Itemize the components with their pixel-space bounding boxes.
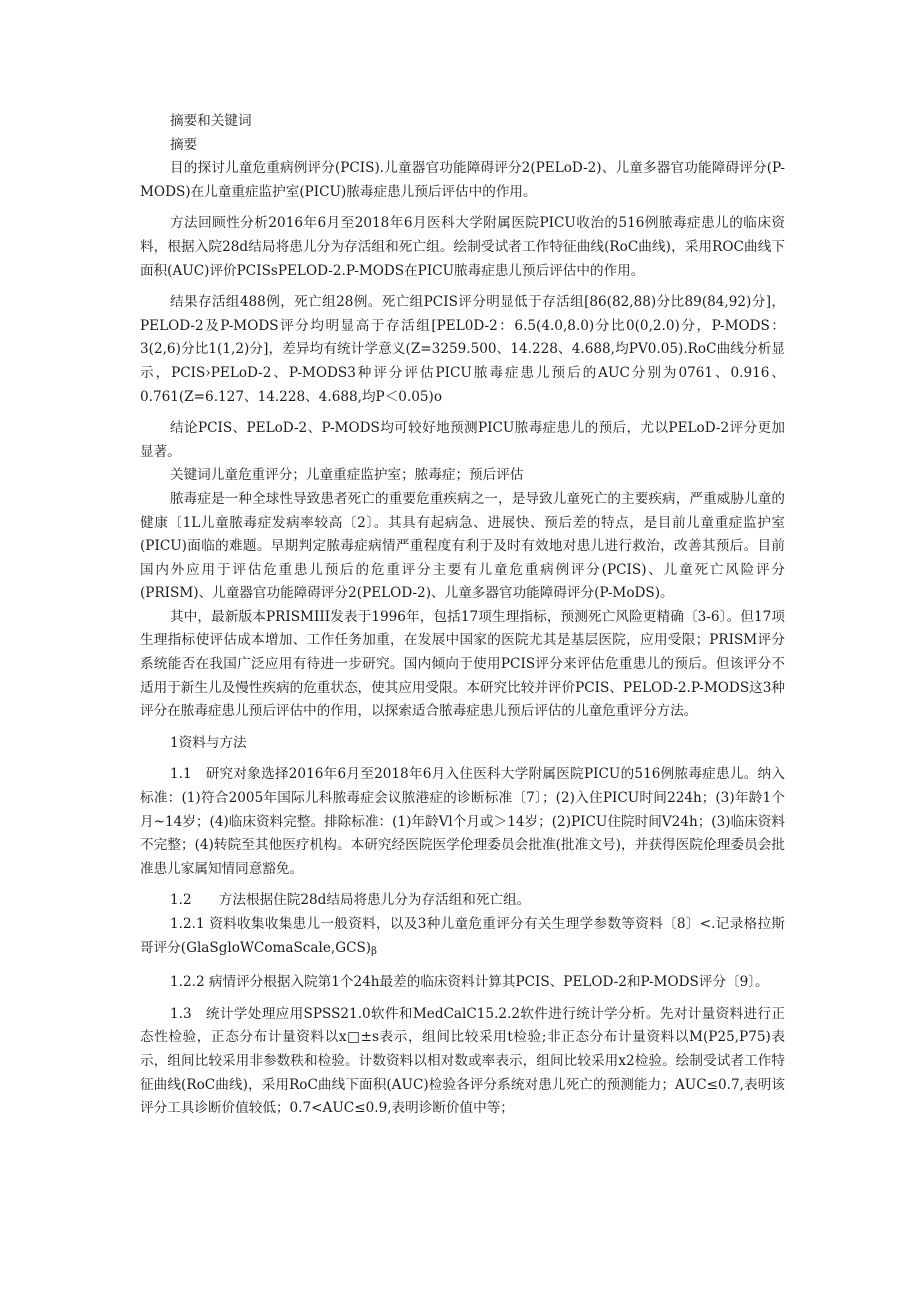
- paragraph-results: 结果存活组488例，死亡组28例。死亡组PCIS评分明显低于存活组[86(82,88)分比89(84,92)分]，PELOD-2及P-MODS评分均明显高于存活组[PEL0D-2：6.5(4.0,8.0)分比0(0,2.0)分，P-MODS：3(2,6)分比1(1,2)分]，差异均有统计学意义(Z=3259.500、14.228、4.688,均PV0.05).RoC曲线分析显示，PCIS›PELoD-2、P-MODS3种评分评估PICU脓毒症患儿预后的AUC分别为0761、0.916、0.761(Z=6.127、14.228、4.688,均P＜0.05)o: [140, 294, 785, 405]
- section-heading-1: 1资料与方法: [170, 734, 247, 751]
- paragraph-intro-2: 其中，最新版本PRISMIII发表于1996年，包括17项生理指标，预测死亡风险更精确〔3-6〕。但17项生理指标使评估成本增加、工作任务加重，在发展中国家的医院尤其是基层医院，应用受限；PRISM评分系统能否在我国广泛应用有待进一步研究。国内倾向于使用PCIS评分来评估危重患儿的预后。但该评分不适用于新生儿及慢性疾病的危重状态，使其应用受限。本研究比较并评价PCIS、PELOD-2.P-MODS这3种评分在脓毒症患儿预后评估中的作用，以探索适合脓毒症患儿预后评估的儿童危重评分方法。: [140, 608, 785, 720]
- paragraph-1-2-1-text: 1.2.1 资料收集收集患儿一般资料，以及3种儿童危重评分有关生理学参数等资料〔8〕<.记录格拉斯哥评分(GlaSgloWComaScale,GCS): [140, 916, 785, 956]
- paragraph-keywords: 关键词儿童危重评分；儿童重症监护室；脓毒症；预后评估: [170, 467, 524, 484]
- paragraph-1-2-1-subscript: β: [371, 945, 377, 957]
- paragraph-1-3: 1.3 统计学处理应用SPSS21.0软件和MedCalC15.2.2软件进行统计学分析。先对计量资料进行正态性检验，正态分布计量资料以x□±s表示，组间比较采用t检验;非正态分布计量资料以M(P25,P75)表示，组间比较采用非参数秩和检验。计数资料以相对数或率表示，组间比较采用x2检验。绘制受试者工作特征曲线(RoC曲线)，采用RoC曲线下面积(AUC)检验各评分系统对患儿死亡的预测能力；AUC≤0.7,表明该评分工具诊断价值较低；0.7<AUC≤0.9,表明诊断价值中等；: [140, 1005, 785, 1117]
- paragraph-intro-1: 脓毒症是一种全球性导致患者死亡的重要危重疾病之一，是导致儿童死亡的主要疾病，严重威胁儿童的健康〔1L儿童脓毒症发病率较高〔2〕。其具有起病急、进展快、预后差的特点，是目前儿童重症监护室(PICU)面临的难题。早期判定脓毒症病情严重程度有利于及时有效地对患儿进行救治，改善其预后。目前国内外应用于评估危重患儿预后的危重评分主要有儿童危重病例评分(PCIS)、儿童死亡风险评分(PRISM)、儿童器官功能障碍评分2(PELOD-2)、儿童多器官功能障碍评分(P-MoDS)。: [140, 490, 785, 602]
- paragraph-1-2-2: 1.2.2 病情评分根据入院第1个24h最差的临床资料计算其PCIS、PELOD-2和P-MODS评分〔9〕。: [170, 974, 769, 991]
- paragraph-1-2: 1.2 方法根据住院28d结局将患儿分为存活组和死亡组。: [170, 892, 531, 909]
- heading-abstract: 摘要: [170, 136, 198, 153]
- heading-abstract-keywords: 摘要和关键词: [170, 113, 252, 129]
- paragraph-conclusion: 结论PCIS、PELoD-2、P-MODS均可较好地预测PICU脓毒症患儿的预后，尤以PELoD-2评分更加显著。: [140, 420, 785, 460]
- paragraph-1-1: 1.1 研究对象选择2016年6月至2018年6月入住医科大学附属医院PICU的516例脓毒症患儿。纳入标准：(1)符合2005年国际儿科脓毒症会议脓港症的诊断标准〔7〕；(2)入住PICU时间224h；(3)年龄1个月~14岁；(4)临床资料完整。排除标准：(1)年龄Vl个月或＞14岁；(2)PICU住院时间V24h；(3)临床资料不完整；(4)转院至其他医疗机构。本研究经医院医学伦理委员会批准(批准文号)，并获得医院伦理委员会批准患儿家属知情同意豁免。: [140, 766, 785, 877]
- paragraph-1-2-1: [140, 913, 785, 963]
- paragraph-methods: 方法回顾性分析2016年6月至2018年6月医科大学附属医院PICU收治的516例脓毒症患儿的临床资料，根据入院28d结局将患儿分为存活组和死亡组。绘制受试者工作特征曲线(RoC曲线)，采用ROC曲线下面积(AUC)评价PCISsPELOD-2.P-MODS在PICU脓毒症患儿预后评估中的作用。: [140, 215, 785, 279]
- paragraph-objective: 目的探讨儿童危重病例评分(PCIS).儿童器官功能障碍评分2(PELoD-2)、儿童多器官功能障碍评分(P-MODS)在儿童重症监护室(PICU)脓毒症患儿预后评估中的作用。: [140, 160, 785, 200]
